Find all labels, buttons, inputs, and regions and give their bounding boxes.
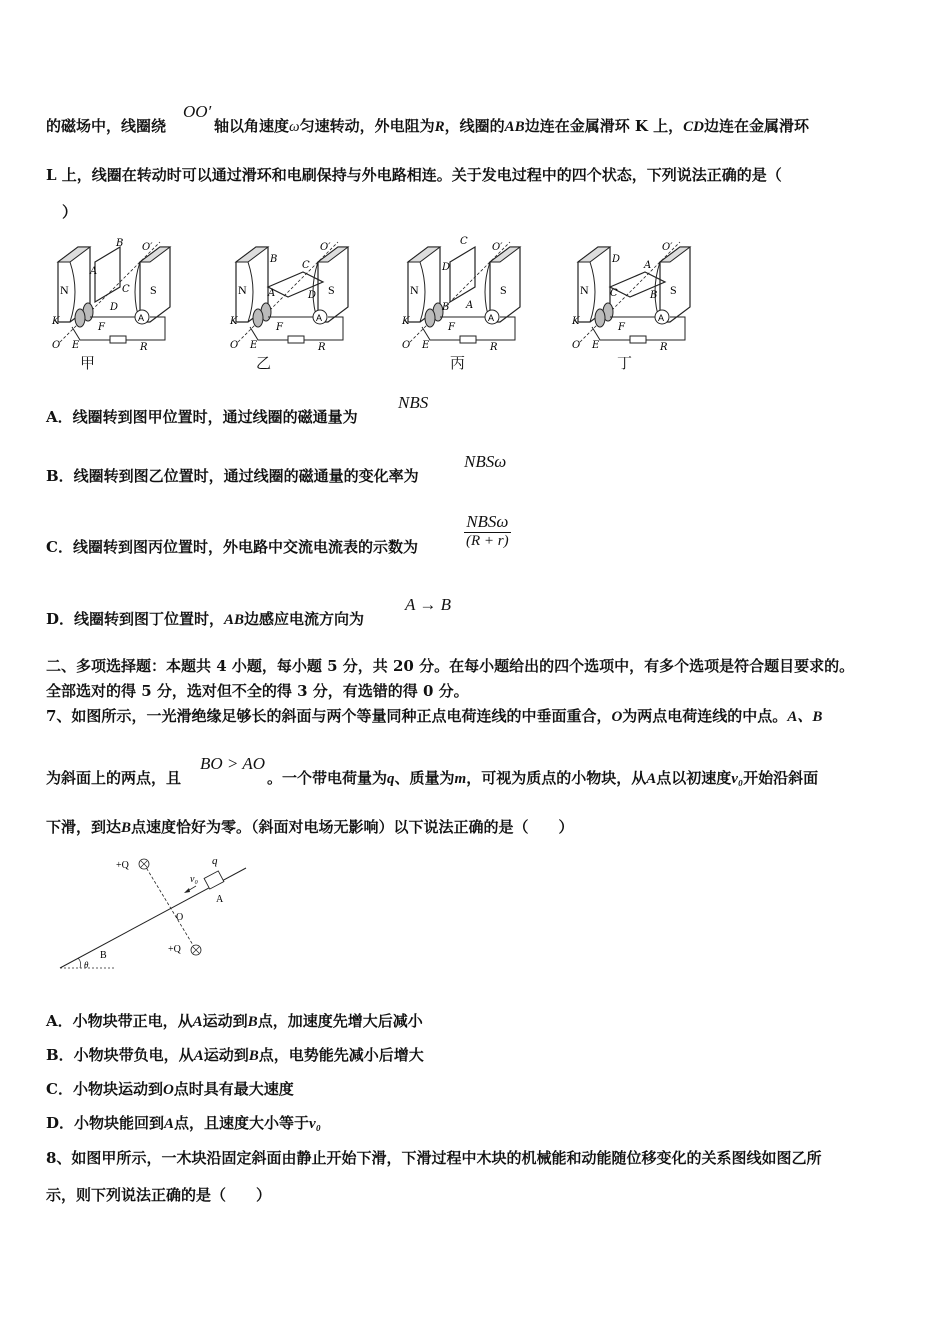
q6-line3: ） — [62, 203, 78, 221]
q8-line2: 示，则下列说法正确的是（ ） — [46, 1186, 272, 1204]
charge-label-top: +Q — [116, 860, 129, 871]
q7-option-b: B．小物块带负电，从A运动到B点，电势能先减小后增大 — [46, 1046, 424, 1064]
q7-line1: 7、如图所示，一光滑绝缘足够长的斜面与两个等量同种正点电荷连线的中垂面重合，O为两点电荷连线的中点。A、B — [46, 707, 823, 725]
figure-caption-jia: 甲 — [80, 354, 96, 372]
svg-text:A: A — [644, 260, 652, 271]
svg-text:D: D — [612, 254, 621, 265]
q7-option-d: D．小物块能回到A点，且速度大小等于v₀ — [46, 1114, 321, 1132]
q6-axis-math: OO′ — [183, 102, 212, 121]
q8-line1: 8、如图甲所示，一木块沿固定斜面由静止开始下滑，下滑过程中木块的机械能和动能随位移变化的关系图线如图乙所 — [46, 1149, 822, 1167]
svg-text:C: C — [460, 236, 468, 247]
svg-text:D: D — [110, 302, 119, 313]
q6-option-c: C．线圈转到图丙位置时，外电路中交流电流表的示数为 — [46, 538, 418, 556]
generator-figures — [50, 232, 870, 352]
charge-q-label: q — [212, 855, 218, 867]
q6-option-a-math: NBS — [398, 393, 429, 412]
v0-label: v₀ — [190, 874, 198, 885]
svg-text:B: B — [442, 302, 450, 313]
figure-caption-bing: 丙 — [450, 354, 466, 372]
q6-line2: L 上，线圈在转动时可以通过滑环和电刷保持与外电路相连。关于发电过程中的四个状态，下列说法正确的是（ — [46, 166, 782, 184]
svg-text:A: A — [466, 300, 474, 311]
figure-caption-ding: 丁 — [617, 354, 633, 372]
svg-text:D: D — [442, 262, 451, 273]
q6-option-b-math: NBSω — [464, 452, 507, 471]
q7-option-c: C．小物块运动到O点时具有最大速度 — [46, 1080, 294, 1098]
svg-text:A: A — [90, 266, 98, 277]
section2-line2: 全部选对的得 5 分，选对但不全的得 3 分，有选错的得 0 分。 — [46, 682, 469, 700]
q6-option-c-fraction: NBSω (R + r) — [466, 512, 509, 549]
q7-math-inequality: BO > AO — [200, 754, 265, 773]
svg-text:D: D — [308, 290, 317, 301]
svg-text:B: B — [270, 254, 278, 265]
q6-option-a: A．线圈转到图甲位置时，通过线圈的磁通量为 — [46, 408, 358, 426]
q7-line2: 为斜面上的两点，且 。一个带电荷量为q、质量为m，可视为质点的小物块，从A点以初速度v₀开始沿斜面 — [46, 769, 819, 787]
q6-line1: 的磁场中，线圈绕 轴以角速度ω匀速转动，外电阻为R，线圈的AB边连在金属滑环 K 上，CD边连在金属滑环 — [46, 117, 810, 135]
svg-text:A: A — [268, 288, 276, 299]
svg-text:C: C — [122, 284, 130, 295]
point-o-label: O — [176, 912, 184, 923]
theta-label: θ — [84, 960, 89, 970]
figure-caption-yi: 乙 — [256, 354, 272, 372]
svg-text:C: C — [610, 288, 618, 299]
point-a-label: A — [216, 894, 224, 905]
q7-option-a: A．小物块带正电，从A运动到B点，加速度先增大后减小 — [46, 1012, 423, 1030]
svg-text:B: B — [116, 238, 124, 249]
svg-text:B: B — [650, 290, 658, 301]
point-b-label: B — [100, 950, 107, 961]
q7-line3: 下滑，到达B点速度恰好为零。（斜面对电场无影响）以下说法正确的是（ ） — [46, 818, 574, 836]
svg-text:C: C — [302, 260, 310, 271]
q6-option-d-math: A → B — [405, 595, 451, 614]
charge-label-bottom: +Q — [168, 944, 181, 955]
q6-option-d: D．线圈转到图丁位置时，AB边感应电流方向为 — [46, 610, 365, 628]
q6-option-b: B．线圈转到图乙位置时，通过线圈的磁通量的变化率为 — [46, 467, 419, 485]
section2-line1: 二、多项选择题：本题共 4 小题，每小题 5 分，共 20 分。在每小题给出的四个选项中，有多个选项是符合题目要求的。 — [46, 657, 855, 675]
incline-figure — [56, 848, 256, 973]
